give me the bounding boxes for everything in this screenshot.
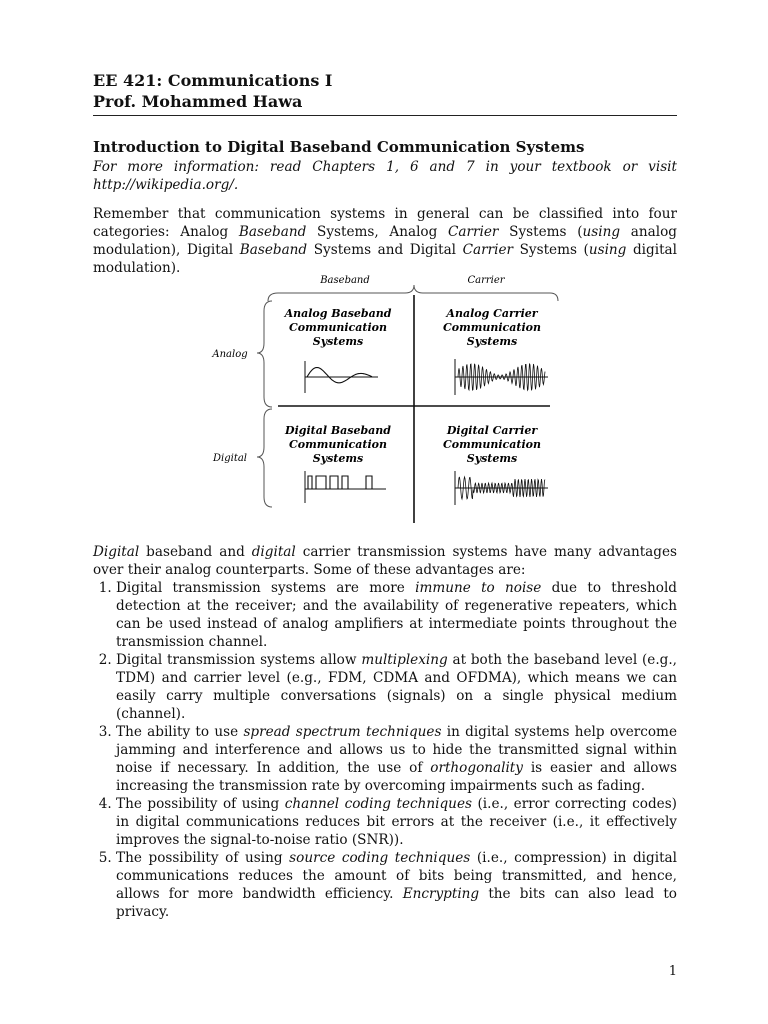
page-number: 1 (668, 964, 677, 979)
course-title: EE 421: Communications I (93, 71, 333, 90)
q1-line1: Analog Baseband (284, 307, 392, 320)
q4-line3: Systems (466, 452, 518, 465)
q2-line1: Analog Carrier (446, 307, 538, 320)
classification-diagram (200, 271, 570, 531)
header-rule (93, 115, 677, 116)
q1-line3: Systems (312, 335, 364, 348)
digital-carrier-waveform (455, 471, 548, 505)
classification-diagram-svg (200, 271, 570, 531)
advantages-intro: Digital baseband and digital carrier transmission systems have many advantages over their analog counterparts. Some of these advantages are: (93, 544, 677, 578)
col-label-carrier: Carrier (467, 275, 505, 286)
top-brace (268, 285, 558, 301)
col-label-baseband: Baseband (320, 275, 370, 286)
list-item: 3. The ability to use spread spectrum techniques in digital systems help overcome jamming and interference and allows us to hide the transmitted signal within noise if necessary. In addition, the use of orthogonality is easier and allows increasing the transmission rate by overcoming impairments such as fading. (116, 723, 677, 795)
digital-baseband-waveform (305, 471, 386, 503)
q2-line2: Communication (443, 321, 541, 334)
left-brace-analog (257, 301, 272, 407)
q3-line1: Digital Baseband (285, 424, 391, 437)
list-item: 5. The possibility of using source coding techniques (i.e., compression) in digital communications reduces the amount of bits being transmitted, and hence, allows for more bandwidth efficiency. Encrypting the bits can also lead to privacy. (116, 849, 677, 921)
analog-baseband-waveform (305, 361, 378, 393)
intro-paragraph: Remember that communication systems in general can be classified into four categories: Analog Baseband Systems, Analog Carrier Systems (using analog modulation), Digital Baseband Systems and Digital Carrier Systems (using digital modulation). (93, 206, 677, 276)
list-item: 2. Digital transmission systems allow multiplexing at both the baseband level (e.g., TDM) and carrier level (e.g., FDM, CDMA and OFDMA), which means we can easily carry multiple conversations (signals) on a single physical medium (channel). (116, 651, 677, 723)
list-item: 1. Digital transmission systems are more immune to noise due to threshold detection at the receiver; and the availability of regenerative repeaters, which can be used instead of analog amplifiers at intermediate points throughout the transmission channel. (116, 579, 677, 651)
q1-line2: Communication (289, 321, 387, 334)
analog-carrier-waveform (455, 359, 548, 395)
q3-line3: Systems (312, 452, 364, 465)
q2-line3: Systems (466, 335, 518, 348)
page-content (93, 70, 677, 277)
left-brace-digital (257, 409, 272, 507)
q3-line2: Communication (289, 438, 387, 451)
section-title: Introduction to Digital Baseband Communication Systems (93, 138, 585, 156)
q4-line2: Communication (443, 438, 541, 451)
advantages-section (93, 543, 677, 921)
professor-name: Prof. Mohammed Hawa (93, 92, 303, 111)
info-line: For more information: read Chapters 1, 6 and 7 in your textbook or visit http://wikipedia.org/. (93, 159, 677, 193)
advantages-list (93, 579, 677, 921)
row-label-analog: Analog (212, 349, 248, 360)
row-label-digital: Digital (213, 453, 247, 464)
list-item: 4. The possibility of using channel coding techniques (i.e., error correcting codes) in digital communications reduces bit errors at the receiver (i.e., it effectively improves the signal-to-noise ratio (SNR)). (116, 795, 677, 849)
q4-line1: Digital Carrier (446, 424, 538, 437)
